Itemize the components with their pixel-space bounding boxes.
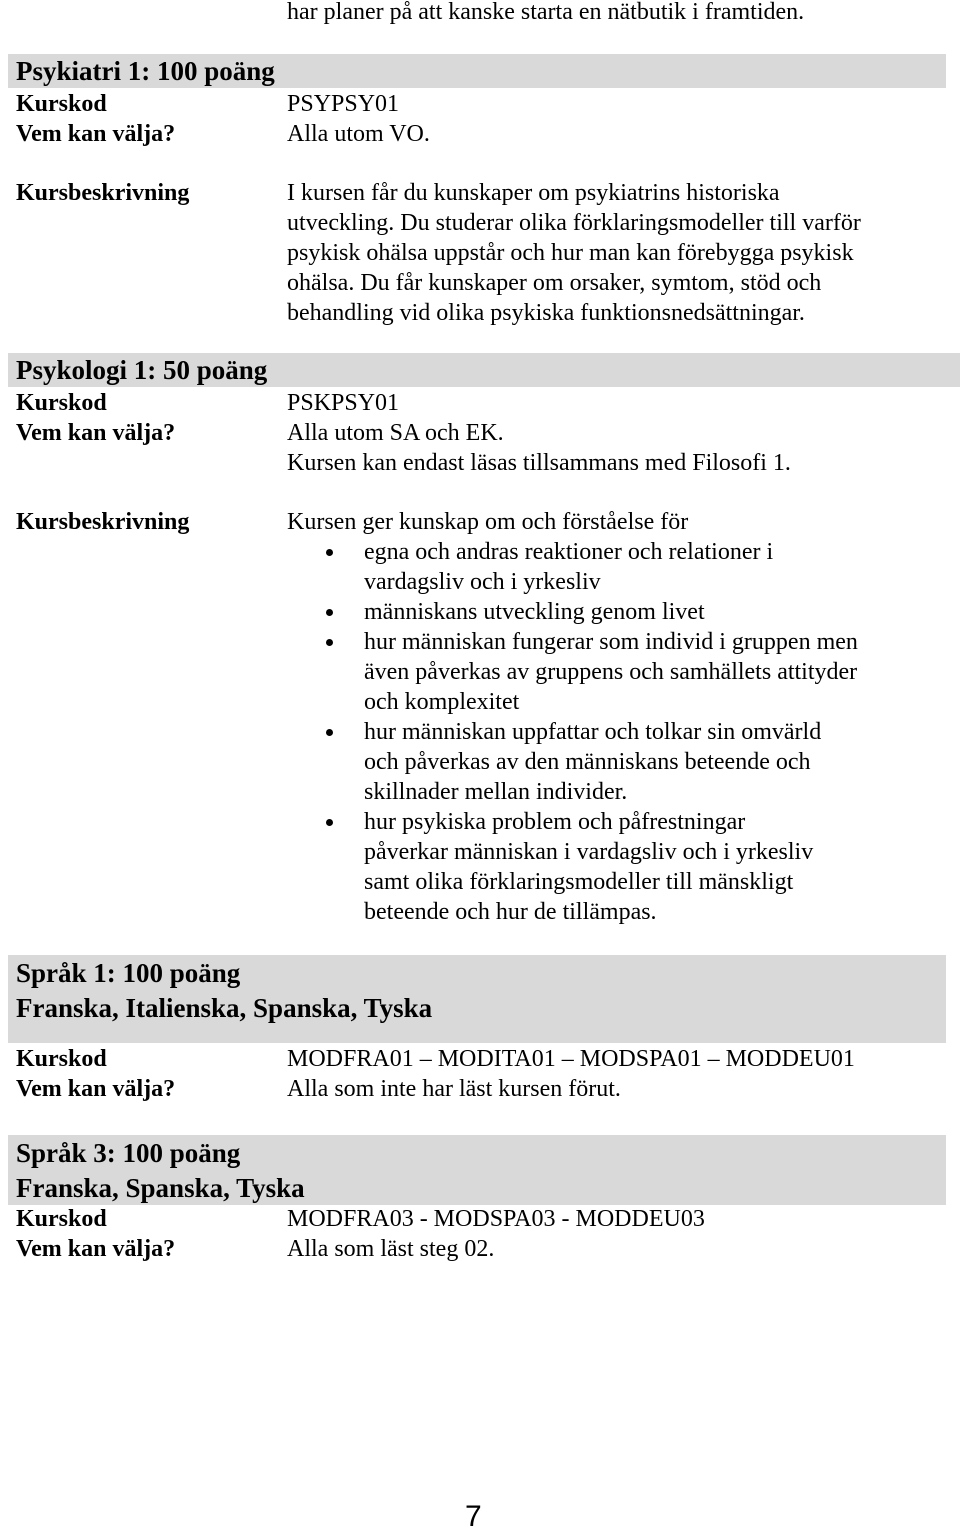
description-label: Kursbeskrivning bbox=[16, 180, 190, 206]
description-line: ohälsa. Du får kunskaper om orsaker, symtom, stöd och bbox=[287, 270, 822, 296]
description-line: utveckling. Du studerar olika förklaringsmodeller till varför bbox=[287, 210, 861, 236]
course-code-value: MODFRA03 - MODSPA03 - MODDEU03 bbox=[287, 1206, 705, 1232]
description-line: behandling vid olika psykiska funktionsnedsättningar. bbox=[287, 300, 805, 326]
page-number: 7 bbox=[465, 1500, 482, 1533]
description-line: psykisk ohälsa uppstår och hur man kan förebygga psykisk bbox=[287, 240, 854, 266]
intro-tail-text: har planer på att kanske starta en nätbutik i framtiden. bbox=[287, 0, 805, 25]
bullet-item bbox=[287, 717, 858, 807]
bullet-line: samt olika förklaringsmodeller till mänskligt bbox=[364, 869, 794, 895]
bullet-line: hur psykiska problem och påfrestningar bbox=[364, 809, 746, 835]
bullet-line: vardagsliv och i yrkesliv bbox=[364, 569, 601, 595]
who-value: Alla utom SA och EK. bbox=[287, 420, 504, 446]
course-code-value: PSYPSY01 bbox=[287, 91, 400, 117]
course-code-value: MODFRA01 – MODITA01 – MODSPA01 – MODDEU01 bbox=[287, 1046, 855, 1072]
bullet-line: egna och andras reaktioner och relationer i bbox=[364, 539, 774, 565]
bullet-line: och komplexitet bbox=[364, 689, 520, 715]
who-value: Alla utom VO. bbox=[287, 121, 430, 147]
who-label: Vem kan välja? bbox=[16, 1076, 176, 1102]
course-code-value: PSKPSY01 bbox=[287, 390, 400, 416]
section-title-psykiatri: Psykiatri 1: 100 poäng bbox=[16, 56, 275, 86]
course-code-label: Kurskod bbox=[16, 1206, 107, 1232]
description-label: Kursbeskrivning bbox=[16, 509, 190, 535]
course-code-label: Kurskod bbox=[16, 91, 107, 117]
description-line: I kursen får du kunskaper om psykiatrins historiska bbox=[287, 180, 780, 206]
course-code-label: Kurskod bbox=[16, 390, 107, 416]
bullet-item bbox=[287, 627, 858, 717]
bullet-line: påverkar människan i vardagsliv och i yrkesliv bbox=[364, 839, 814, 865]
bullet-line: beteende och hur de tillämpas. bbox=[364, 899, 657, 925]
description-intro: Kursen ger kunskap om och förståelse för bbox=[287, 509, 689, 535]
who-label: Vem kan välja? bbox=[16, 420, 176, 446]
section-title-sprak3: Språk 3: 100 poäng bbox=[16, 1138, 241, 1168]
section-title-psykologi: Psykologi 1: 50 poäng bbox=[16, 355, 268, 385]
bullet-line: och påverkas av den människans beteende och bbox=[364, 749, 811, 775]
course-description bbox=[287, 178, 861, 328]
bullet-line: hur människan uppfattar och tolkar sin omvärld bbox=[364, 719, 822, 745]
who-note: Kursen kan endast läsas tillsammans med Filosofi 1. bbox=[287, 450, 791, 476]
section-subtitle-sprak3: Franska, Spanska, Tyska bbox=[16, 1173, 305, 1203]
bullet-line: även påverkas av gruppens och samhällets attityder bbox=[364, 659, 858, 685]
who-label: Vem kan välja? bbox=[16, 121, 176, 147]
description-bullet-list bbox=[287, 537, 858, 927]
bullet-item bbox=[287, 807, 858, 927]
section-subtitle-sprak1: Franska, Italienska, Spanska, Tyska bbox=[16, 993, 433, 1023]
who-label: Vem kan välja? bbox=[16, 1236, 176, 1262]
bullet-line: skillnader mellan individer. bbox=[364, 779, 628, 805]
section-title-sprak1: Språk 1: 100 poäng bbox=[16, 958, 241, 988]
who-value: Alla som läst steg 02. bbox=[287, 1236, 495, 1262]
who-value: Alla som inte har läst kursen förut. bbox=[287, 1076, 621, 1102]
course-code-label: Kurskod bbox=[16, 1046, 107, 1072]
bullet-item bbox=[287, 597, 858, 627]
bullet-line: hur människan fungerar som individ i gruppen men bbox=[364, 629, 858, 655]
bullet-item bbox=[287, 537, 858, 597]
bullet-line: människans utveckling genom livet bbox=[364, 599, 705, 625]
